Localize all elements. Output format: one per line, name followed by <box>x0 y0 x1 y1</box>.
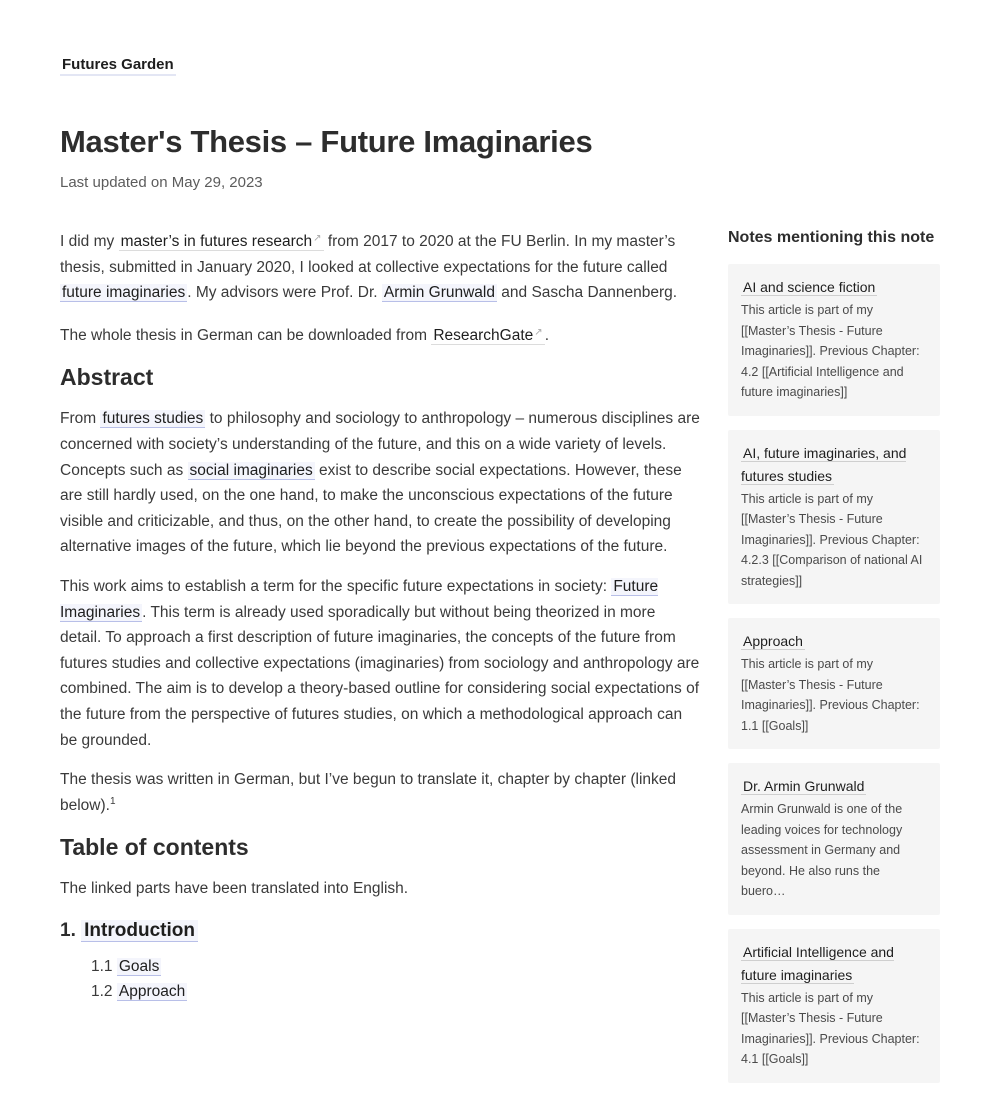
backlink-title[interactable]: Artificial Intelligence and future imaginaries <box>741 943 894 983</box>
backlink-excerpt: Armin Grunwald is one of the leading voices for technology assessment in Germany and beyond. He also runs the buero… <box>741 802 903 898</box>
backlinks-heading: Notes mentioning this note <box>728 229 935 246</box>
backlinks-sidebar <box>728 226 940 1097</box>
abstract-paragraph-1: From futures studies to philosophy and sociology to anthropology – numerous disciplines are concerned with society’s understanding of the future, and this on a wide variety of levels. Concepts such as social imaginaries exist to describe social expectations. However, these are still hardly used, on the one hand, to make the unconscious expectations of the future visible and criticizable, and thus, on the other hand, to create the possibility of developing alternative images of the future, which lie beyond the previous expectations of the future. <box>60 410 700 556</box>
main-content <box>60 226 700 1005</box>
toc-chapter-number: 1. <box>60 919 76 941</box>
page-title: Master's Thesis – Future Imaginaries <box>60 124 593 159</box>
approach-link[interactable]: Approach <box>118 983 186 1001</box>
introduction-link[interactable]: Introduction <box>81 920 198 942</box>
site-title-link[interactable]: Futures Garden <box>60 56 176 76</box>
toc-item-number: 1.1 <box>91 957 113 975</box>
backlink-card[interactable] <box>728 763 940 915</box>
toc-item-number: 1.2 <box>91 983 113 1001</box>
external-link-icon: ↗ <box>534 326 543 338</box>
future-imaginaries-link[interactable]: future imaginaries <box>62 284 186 302</box>
masters-futures-research-link[interactable]: master’s in futures research↗ <box>120 233 322 250</box>
toc-intro: The linked parts have been translated into English. <box>60 880 409 898</box>
toc-item <box>91 954 700 980</box>
intro-paragraph-2: The whole thesis in German can be downloaded from ResearchGate↗ . <box>60 326 549 344</box>
backlink-card[interactable] <box>728 618 940 749</box>
toc-heading: Table of contents <box>60 834 249 861</box>
future-imaginaries-term-link[interactable]: Future Imaginaries <box>60 577 659 621</box>
backlink-card[interactable] <box>728 264 940 416</box>
backlink-title[interactable]: Dr. Armin Grunwald <box>743 778 865 794</box>
toc-item <box>91 979 700 1005</box>
backlink-excerpt: This article is part of my [[Master’s Thesis - Future Imaginaries]]. Previous Chapter: 1.1 [[Goals]] <box>741 657 920 733</box>
backlink-card[interactable] <box>728 929 940 1083</box>
backlink-excerpt: This article is part of my [[Master’s Thesis - Future Imaginaries]]. Previous Chapter: 4.2.3 [[Comparison of national AI strategies]] <box>741 491 923 588</box>
last-updated: Last updated on May 29, 2023 <box>60 174 263 191</box>
backlink-title[interactable]: AI and science fiction <box>743 279 876 295</box>
social-imaginaries-link[interactable]: social imaginaries <box>189 461 313 479</box>
backlink-excerpt: This article is part of my [[Master’s Thesis - Future Imaginaries]]. Previous Chapter: 4.2 [[Artificial Intelligence and future imaginaries]] <box>741 303 920 399</box>
backlink-title[interactable]: AI, future imaginaries, and futures studies <box>741 444 907 484</box>
goals-link[interactable]: Goals <box>118 957 160 975</box>
backlink-title[interactable]: Approach <box>743 633 803 649</box>
toc-chapter-1 <box>60 918 700 944</box>
abstract-paragraph-2: This work aims to establish a term for the specific future expectations in society: Future Imaginaries . This term is already used sporadically but without being theorized in more detail. To approach a first description of future imaginaries, the concepts of the future from futures studies and collective expectations (imaginaries) from sociology and anthropology are combined. The aim is to develop a theory-based outline for considering social expectations of the future from the perspective of futures studies, on which a methodological approach can be grounded. <box>60 577 700 749</box>
armin-grunwald-link[interactable]: Armin Grunwald <box>383 284 495 302</box>
external-link-icon: ↗ <box>313 233 322 244</box>
backlink-excerpt: This article is part of my [[Master’s Thesis - Future Imaginaries]]. Previous Chapter: 4.1 [[Goals]] <box>741 990 920 1066</box>
footnote-ref[interactable]: 1 <box>109 795 116 807</box>
abstract-paragraph-3: The thesis was written in German, but I’ve begun to translate it, chapter by chapter (linked below).$^1$ <box>60 771 677 814</box>
researchgate-link[interactable]: ResearchGate↗ <box>433 326 543 344</box>
futures-studies-link[interactable]: futures studies <box>102 410 204 428</box>
backlink-card[interactable] <box>728 430 940 605</box>
abstract-heading: Abstract <box>60 364 154 391</box>
intro-paragraph-1: I did my master’s in futures research↗ from 2017 to 2020 at the FU Berlin. In my master’s thesis, submitted in January 2020, I looked at collective expectations for the future called future imaginaries . My advisors were Prof. Dr. Armin Grunwald and Sascha Dannenberg. <box>60 233 678 302</box>
